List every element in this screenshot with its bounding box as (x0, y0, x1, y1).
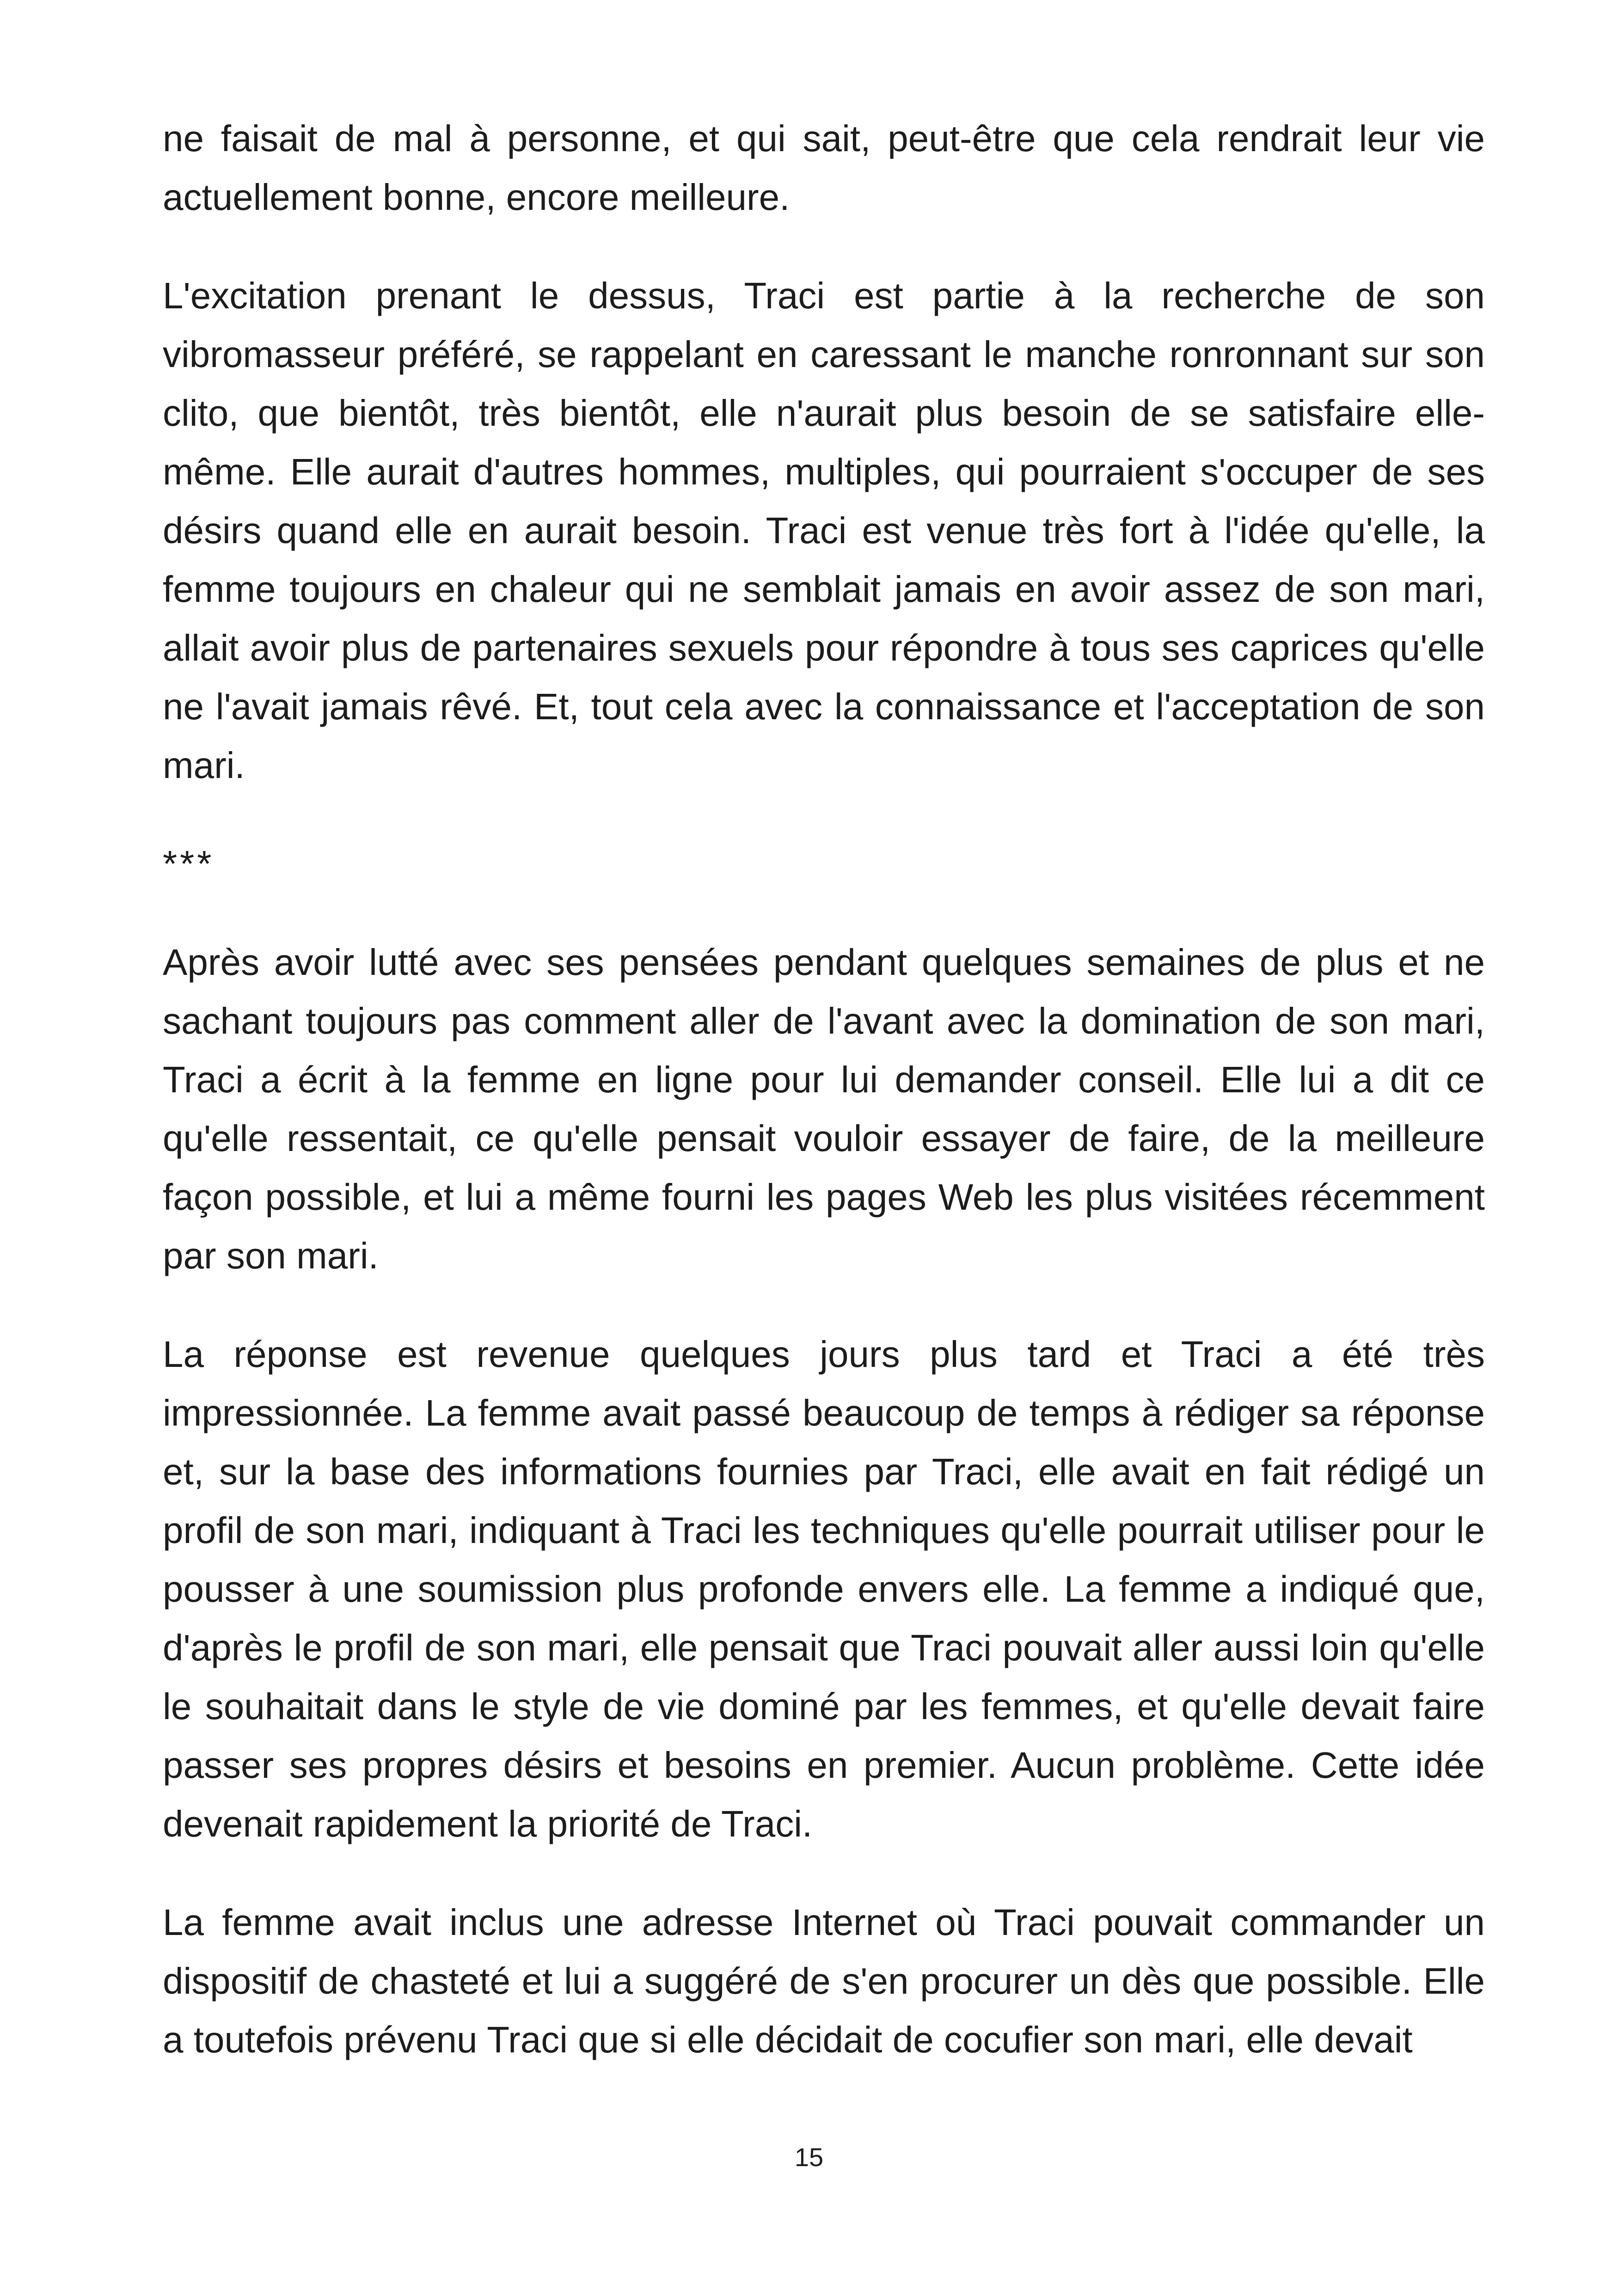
body-text (163, 109, 1485, 2109)
page-number: 15 (794, 2143, 824, 2172)
paragraph-advice: Après avoir lutté avec ses pensées pendant quelques semaines de plus et ne sachant toujours pas comment aller de l'avant avec la domination de son mari, Traci a écrit à la femme en ligne pour lui demander conseil. Elle lui a dit ce qu'elle ressentait, ce qu'elle pensait vouloir essayer de faire, de la meilleure façon possible, et lui a même fourni les pages Web les plus visitées récemment par son mari. (163, 942, 1485, 1276)
section-separator: *** (163, 843, 215, 884)
paragraph-excitation: L'excitation prenant le dessus, Traci est partie à la recherche de son vibromasseur préféré, se rappelant en caressant le manche ronronnant sur son clito, que bientôt, très bientôt, elle n'aurait plus besoin de se satisfaire elle-même. Elle aurait d'autres hommes, multiples, qui pourraient s'occuper de ses désirs quand elle en aurait besoin. Traci est venue très fort à l'idée qu'elle, la femme toujours en chaleur qui ne semblait jamais en avoir assez de son mari, allait avoir plus de partenaires sexuels pour répondre à tous ses caprices qu'elle ne l'avait jamais rêvé. Et, tout cela avec la connaissance et l'acceptation de son mari. (163, 275, 1485, 786)
paragraph-response: La réponse est revenue quelques jours plus tard et Traci a été très impressionnée. La femme avait passé beaucoup de temps à rédiger sa réponse et, sur la base des informations fournies par Traci, elle avait en fait rédigé un profil de son mari, indiquant à Traci les techniques qu'elle pourrait utiliser pour le pousser à une soumission plus profonde envers elle. La femme a indiqué que, d'après le profil de son mari, elle pensait que Traci pouvait aller aussi loin qu'elle le souhaitait dans le style de vie dominé par les femmes, et qu'elle devait faire passer ses propres désirs et besoins en premier. Aucun problème. Cette idée devenait rapidement la priorité de Traci. (163, 1334, 1485, 1844)
paragraph-continuation: ne faisait de mal à personne, et qui sait, peut-être que cela rendrait leur vie actuellement bonne, encore meilleure. (163, 118, 1485, 218)
paragraph-chastity-device: La femme avait inclus une adresse Internet où Traci pouvait commander un dispositif de chasteté et lui a suggéré de s'en procurer un dès que possible. Elle a toutefois prévenu Traci que si elle décidait de cocufier son mari, elle devait (163, 1902, 1485, 2060)
